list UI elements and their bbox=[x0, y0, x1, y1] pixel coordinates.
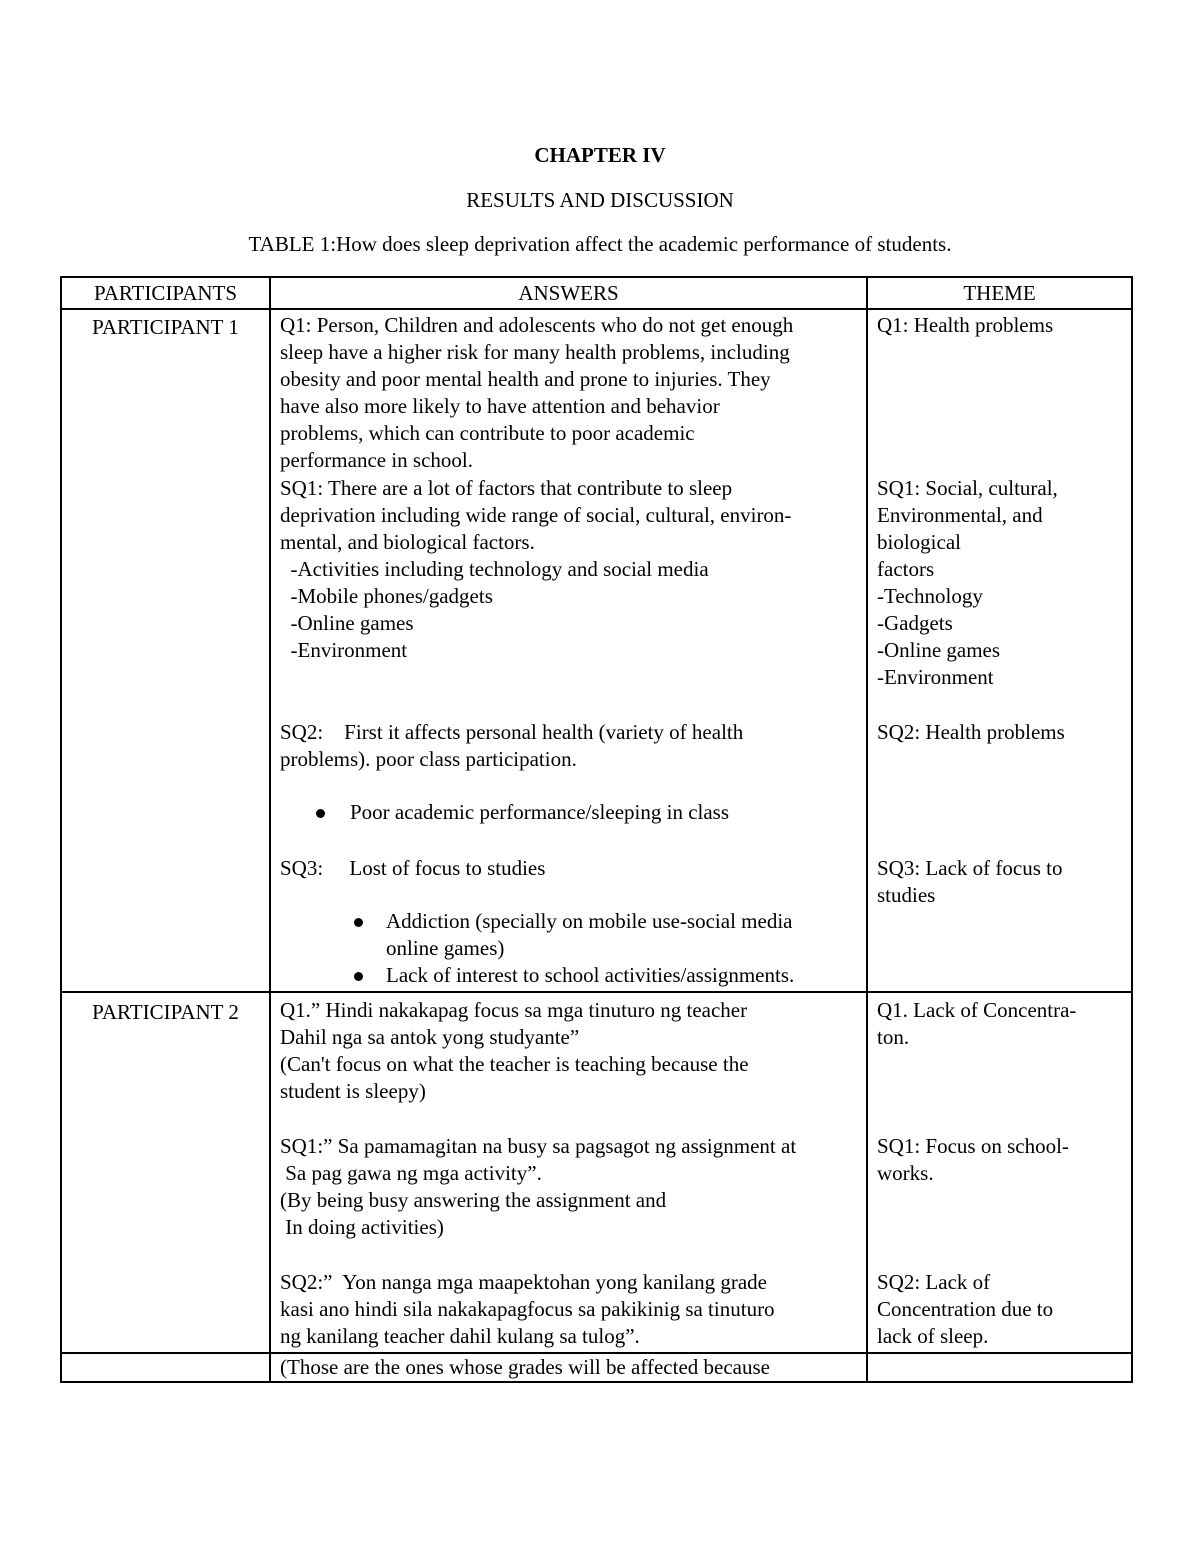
text-line: problems). poor class participation. bbox=[280, 747, 577, 771]
results-table bbox=[60, 276, 1133, 1383]
text-line: have also more likely to have attention and behavior bbox=[280, 394, 720, 418]
participant-1-themes bbox=[867, 309, 1132, 992]
p2-sq2-answer bbox=[280, 1269, 857, 1350]
p1-sq1-answer bbox=[280, 475, 857, 719]
text-line: lack of sleep. bbox=[877, 1324, 989, 1348]
text-line: Environmental, and bbox=[877, 503, 1043, 527]
text-line: Q1: Health problems bbox=[877, 313, 1054, 337]
text-line: kasi ano hindi sila nakakapagfocus sa pakikinig sa tinuturo bbox=[280, 1297, 775, 1321]
text-line: studies bbox=[877, 883, 936, 907]
bullet-icon bbox=[316, 809, 325, 818]
text-line: sleep have a higher risk for many health problems, including bbox=[280, 340, 790, 364]
participant-2-themes bbox=[867, 992, 1132, 1353]
text-line: SQ1: There are a lot of factors that contribute to sleep bbox=[280, 476, 733, 500]
text-line: -Gadgets bbox=[877, 611, 953, 635]
text-line: In doing activities) bbox=[280, 1215, 444, 1239]
participant-2-answers bbox=[270, 992, 867, 1353]
text-line: SQ2: First it affects personal health (variety of health bbox=[280, 720, 744, 744]
p1-sq1-theme bbox=[877, 475, 1122, 719]
text-line: -Online games bbox=[877, 638, 1001, 662]
p1-q1-answer bbox=[280, 312, 857, 475]
text-line: SQ2: Health problems bbox=[877, 720, 1065, 744]
continued-answer-cell bbox=[270, 1353, 867, 1382]
section-heading: RESULTS AND DISCUSSION bbox=[466, 188, 734, 212]
continued-theme-cell bbox=[867, 1353, 1132, 1382]
text-line: SQ1:” Sa pamamagitan na busy sa pagsagot ng assignment at bbox=[280, 1134, 797, 1158]
list-item bbox=[280, 908, 857, 962]
table-row-participant-2 bbox=[61, 992, 1132, 1353]
p1-sq3-theme bbox=[877, 855, 1122, 909]
text-line: factors bbox=[877, 557, 935, 581]
text-line: -Environment bbox=[280, 638, 408, 662]
list-item bbox=[280, 799, 857, 826]
text-line: obesity and poor mental health and prone to injuries. They bbox=[280, 367, 771, 391]
text-line: Sa pag gawa ng mga activity”. bbox=[280, 1161, 542, 1185]
text-line: (Those are the ones whose grades will be affected because bbox=[280, 1355, 770, 1379]
text-line: performance in school. bbox=[280, 448, 474, 472]
table-caption: TABLE 1:How does sleep deprivation affect the academic performance of students. bbox=[248, 232, 952, 256]
continued-participant-cell bbox=[61, 1353, 270, 1382]
p1-sq3-bullet-list bbox=[280, 908, 857, 989]
text-line: Q1. Lack of Concentra- bbox=[877, 998, 1077, 1022]
bullet-text: Addiction (specially on mobile use-social media bbox=[386, 909, 793, 933]
participant-1-answers bbox=[270, 309, 867, 992]
p1-sq2-bullet-list bbox=[280, 799, 857, 826]
text-line: SQ1: Social, cultural, bbox=[877, 476, 1058, 500]
text-line: mental, and biological factors. bbox=[280, 530, 535, 554]
bullet-icon bbox=[354, 918, 363, 927]
column-header-theme: THEME bbox=[867, 277, 1132, 309]
table-header-row bbox=[61, 277, 1132, 309]
column-header-participants: PARTICIPANTS bbox=[61, 277, 270, 309]
text-line: deprivation including wide range of social, cultural, environ- bbox=[280, 503, 792, 527]
text-line: SQ2:” Yon nanga mga maapektohan yong kanilang grade bbox=[280, 1270, 767, 1294]
p1-sq3-answer bbox=[280, 855, 857, 989]
p1-sq2-theme bbox=[877, 719, 1122, 855]
text-line: SQ3: Lost of focus to studies bbox=[280, 856, 546, 880]
text-line: works. bbox=[877, 1161, 934, 1185]
column-header-answers: ANSWERS bbox=[270, 277, 867, 309]
text-line: -Activities including technology and social media bbox=[280, 557, 709, 581]
text-line: Dahil nga sa antok yong studyante” bbox=[280, 1025, 580, 1049]
text-line: -Environment bbox=[877, 665, 994, 689]
text-line: (By being busy answering the assignment and bbox=[280, 1188, 667, 1212]
table-row-participant-1 bbox=[61, 309, 1132, 992]
text-line: -Online games bbox=[280, 611, 414, 635]
participant-1-label: PARTICIPANT 1 bbox=[61, 309, 270, 992]
text-line: SQ3: Lack of focus to bbox=[877, 856, 1063, 880]
bullet-icon bbox=[354, 972, 363, 981]
text-line: ng kanilang teacher dahil kulang sa tulog”. bbox=[280, 1324, 640, 1348]
text-line: SQ1: Focus on school- bbox=[877, 1134, 1069, 1158]
p2-q1-theme bbox=[877, 997, 1122, 1133]
list-item bbox=[280, 962, 857, 989]
text-line: biological bbox=[877, 530, 961, 554]
table-row-continued bbox=[61, 1353, 1132, 1382]
text-line: -Technology bbox=[877, 584, 983, 608]
text-line: Q1.” Hindi nakakapag focus sa mga tinuturo ng teacher bbox=[280, 998, 748, 1022]
bullet-text: Poor academic performance/sleeping in class bbox=[350, 800, 730, 824]
p2-sq2-theme bbox=[877, 1269, 1122, 1350]
p2-sq1-theme bbox=[877, 1133, 1122, 1269]
text-line: student is sleepy) bbox=[280, 1079, 426, 1103]
text-line: -Mobile phones/gadgets bbox=[280, 584, 493, 608]
p2-sq1-answer bbox=[280, 1133, 857, 1269]
p1-q1-theme bbox=[877, 312, 1122, 475]
bullet-text: Lack of interest to school activities/assignments. bbox=[386, 963, 795, 987]
text-line: Q1: Person, Children and adolescents who do not get enough bbox=[280, 313, 794, 337]
text-line: problems, which can contribute to poor academic bbox=[280, 421, 695, 445]
participant-2-label: PARTICIPANT 2 bbox=[61, 992, 270, 1353]
text-line: Concentration due to bbox=[877, 1297, 1054, 1321]
p1-sq2-answer bbox=[280, 719, 857, 855]
text-line: ton. bbox=[877, 1025, 910, 1049]
bullet-text: online games) bbox=[386, 936, 505, 960]
chapter-heading: CHAPTER IV bbox=[534, 143, 666, 167]
p2-q1-answer bbox=[280, 997, 857, 1133]
text-line: SQ2: Lack of bbox=[877, 1270, 991, 1294]
text-line: (Can't focus on what the teacher is teaching because the bbox=[280, 1052, 749, 1076]
